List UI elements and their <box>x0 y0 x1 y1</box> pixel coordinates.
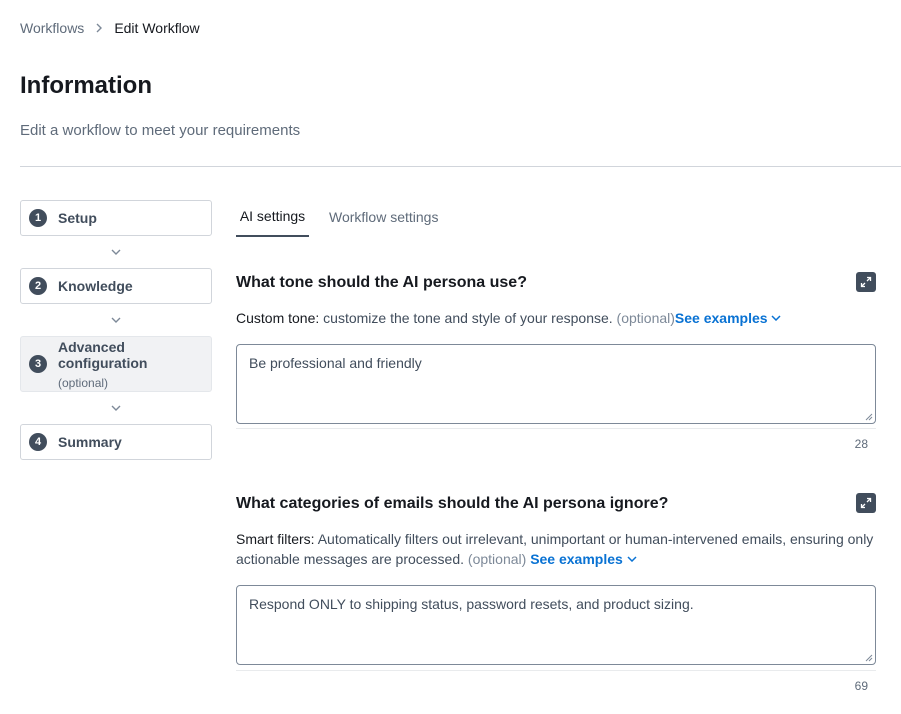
tone-expand-button[interactable] <box>856 272 876 292</box>
tab-ai-settings[interactable]: AI settings <box>236 196 309 237</box>
step-label: Advanced configuration <box>58 338 148 371</box>
tone-desc-label: Custom tone: <box>236 310 320 326</box>
step-knowledge[interactable] <box>20 268 212 304</box>
step-advanced-configuration[interactable] <box>20 336 212 392</box>
ignore-description <box>236 529 878 569</box>
resize-handle-icon[interactable] <box>865 654 873 662</box>
ignore-char-count: 69 <box>854 679 868 693</box>
chevron-down-icon <box>20 236 212 268</box>
see-examples-link[interactable] <box>675 310 782 326</box>
ignore-title: What categories of emails should the AI persona ignore? <box>236 495 669 512</box>
ignore-section <box>236 493 876 698</box>
breadcrumb-current: Edit Workflow <box>114 20 200 36</box>
ignore-underline <box>236 670 876 671</box>
step-number: 2 <box>29 277 47 295</box>
tone-section <box>236 272 876 457</box>
tab-workflow-settings[interactable]: Workflow settings <box>329 208 439 225</box>
chevron-down-icon <box>20 304 212 336</box>
ignore-desc-label: Smart filters: <box>236 531 315 547</box>
step-setup[interactable] <box>20 200 212 236</box>
chevron-right-icon <box>95 23 103 33</box>
breadcrumb-workflows-link[interactable]: Workflows <box>20 20 85 36</box>
tone-underline <box>236 428 876 429</box>
tone-textarea-value: Be professional and friendly <box>249 355 422 371</box>
tone-char-count: 28 <box>854 437 868 451</box>
tone-title: What tone should the AI persona use? <box>236 274 527 291</box>
header-divider <box>20 166 901 167</box>
optional-label: (optional) <box>616 310 675 326</box>
wizard-steps <box>20 200 212 460</box>
expand-icon <box>860 497 872 509</box>
tone-description <box>236 308 876 328</box>
settings-tabs <box>236 196 876 237</box>
step-summary[interactable] <box>20 424 212 460</box>
ignore-expand-button[interactable] <box>856 493 876 513</box>
step-optional-label: (optional) <box>58 375 109 390</box>
resize-handle-icon[interactable] <box>865 413 873 421</box>
expand-icon <box>860 276 872 288</box>
chevron-down-icon <box>20 392 212 424</box>
step-number: 3 <box>29 355 47 373</box>
tone-textarea[interactable] <box>236 344 876 424</box>
tone-desc-text: customize the tone and style of your response. <box>323 310 613 326</box>
ignore-textarea[interactable] <box>236 585 876 665</box>
page-description: Edit a workflow to meet your requirements <box>20 122 301 139</box>
ignore-desc-text: Automatically filters out irrelevant, unimportant or human-intervened emails, ensuring only actionable messages are processed. <box>236 531 874 567</box>
ignore-textarea-value: Respond ONLY to shipping status, password resets, and product sizing. <box>249 596 694 612</box>
chevron-down-icon <box>771 315 781 321</box>
step-label: Setup <box>58 210 97 226</box>
see-examples-label: See examples <box>530 551 623 567</box>
chevron-down-icon <box>627 556 637 562</box>
page-title: Information <box>20 72 152 99</box>
optional-label: (optional) <box>467 551 527 567</box>
see-examples-label: See examples <box>674 310 768 326</box>
step-number: 4 <box>29 433 47 451</box>
step-label: Knowledge <box>58 278 133 294</box>
step-label: Summary <box>58 434 122 450</box>
see-examples-link[interactable] <box>530 551 637 567</box>
breadcrumb <box>20 20 200 36</box>
step-number: 1 <box>29 209 47 227</box>
